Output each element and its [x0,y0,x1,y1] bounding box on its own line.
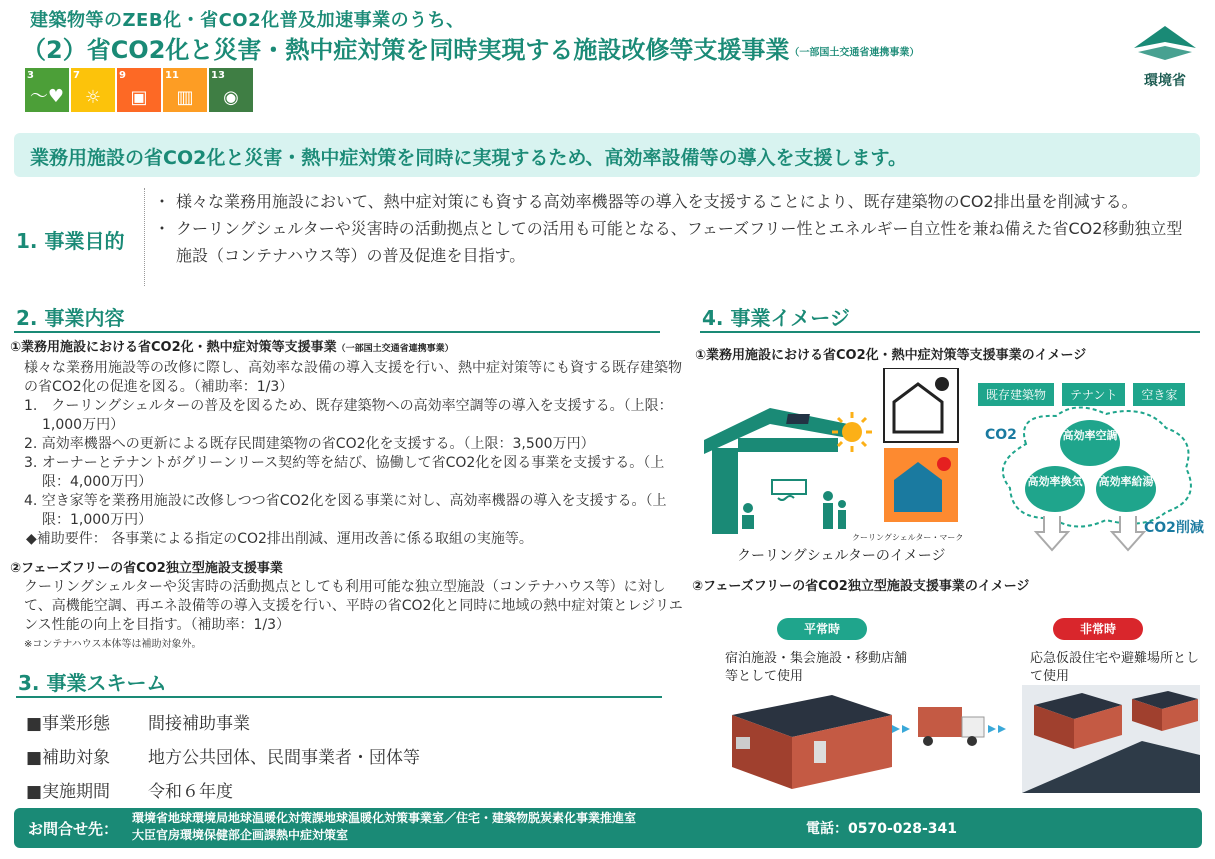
building-icon [704,408,848,534]
emergency-site-icon [1022,685,1200,793]
divider [144,188,146,286]
requirement-text: ◆補助要件： 各事業による指定のCO2排出削減、運用改善に係る取組の実施等。 [26,531,533,547]
sub1-heading: ①業務用施設における省CO2化・熱中症対策等支援事業（一部国土交通省連携事業） [10,340,454,355]
target-tags [978,383,1185,406]
mark-caption: クーリングシェルター・マーク [852,533,964,542]
circle-water: 高効率給湯 [1096,466,1156,512]
tag: テナント [1062,383,1125,406]
contact-org-line1: 環境省地球環境局地球温暖化対策課地球温暖化対策事業室／住宅・建築物脱炭素化事業推進室 [132,811,637,825]
contact-footer [14,808,1202,848]
sub1-items [10,397,690,530]
page-title-text: （2）省CO2化と災害・熱中症対策を同時実現する施設改修等支援事業 [22,36,790,64]
list-item: 1. クーリングシェルターの普及を図るため、既存建築物への高効率空調等の導入を支援する。（上限：1,000万円） [24,398,673,433]
tag: 空き家 [1133,383,1185,406]
page-title-note: （一部国土交通省連携事業） [789,47,920,59]
mountain-logo-icon [1130,22,1200,62]
contact-org-line2: 大臣官房環境保健部企画課熱中症対策室 [132,828,349,842]
shelter-caption: クーリングシェルターのイメージ [737,548,946,564]
normal-text: 宿泊施設・集会施設・移動店舗等として使用 [725,651,908,684]
list-item: 2. 高効率機器への更新による既存民間建築物の省CO2化を支援する。（上限：3,500万円） [24,436,595,452]
image1-caption: ①業務用施設における省CO2化・熱中症対策等支援事業のイメージ [695,348,1087,363]
circle-vent: 高効率換気 [1025,466,1085,512]
sub1-body: 様々な業務用施設等の改修に際し、高効率な設備の導入支援を行い、熱中症対策等にも資する既存建築物の省CO2化の促進を図る。（補助率：1/3） [24,360,682,395]
circle-ac: 高効率空調 [1060,420,1120,466]
co2-label: CO2 [985,427,1017,443]
section3-title: 3. 事業スキーム [16,667,662,698]
sub2-heading: ②フェーズフリーの省CO2独立型施設支援事業 [10,561,283,576]
summary-banner: 業務用施設の省CO2化と災害・熱中症対策を同時に実現するため、高効率設備等の導入を支援します。 [14,133,1200,177]
list-item: ・ 様々な業務用施設において、熱中症対策にも資する高効率機器等の導入を支援することにより、既存建築物のCO2排出量を削減する。 [156,188,1196,215]
co2-reduction-label: CO2削減 [1144,520,1204,536]
image2-caption: ②フェーズフリーの省CO2独立型施設支援事業のイメージ [692,579,1030,594]
contact-label: お問合せ先： [28,820,119,838]
shelter-mark-color-icon [884,448,958,522]
sdg-3-icon: 3 〜♥ [25,68,69,112]
scheme-table [26,707,420,809]
moe-logo [1125,22,1205,100]
sdg-9-icon: 9 ▣ [117,68,161,112]
section2-body [10,338,690,654]
scheme-row: ■補助対象 地方公共団体、民間事業者・団体等 [26,748,420,768]
normal-badge: 平常時 [777,618,867,640]
truck-icon [918,707,984,746]
scheme-row: ■事業形態 間接補助事業 [26,714,250,734]
sdg-11-icon: 11 ▥ [163,68,207,112]
tag: 既存建築物 [978,383,1054,406]
list-item: ・ クーリングシェルターや災害時の活動拠点としての活用も可能となる、フェーズフリー性とエネルギー自立性を兼ね備えた省CO2移動独立型施設（コンテナハウス等）の普及促進を目指す。 [156,215,1196,269]
emergency-text: 応急仮設住宅や避難場所として使用 [1030,651,1200,684]
sdg-13-icon: 13 ◉ [209,68,253,112]
sub2-note: ※コンテナハウス本体等は補助対象外。 [24,639,202,650]
shelter-mark-bw-icon [884,368,958,442]
section2-title: 2. 事業内容 [14,302,660,333]
logo-text: 環境省 [1144,73,1186,89]
section1-bullets [156,188,1196,269]
container-house-illustration [722,685,1200,793]
sdgs-icons [25,68,253,112]
contact-phone: 電話：0570-028-341 [806,821,958,837]
section4-title: 4. 事業イメージ [700,302,1200,333]
contact-org [132,810,636,844]
header-line1: 建築物等のZEB化・省CO2化普及加速事業のうち、 [30,10,465,31]
scheme-row: ■実施期間 令和６年度 [26,782,233,802]
cooling-shelter-illustration [700,368,990,548]
emergency-badge: 非常時 [1053,618,1143,640]
section1-title: 1. 事業目的 [16,229,125,253]
sdg-7-icon: 7 ☼ [71,68,115,112]
list-item: 3. オーナーとテナントがグリーンリース契約等を結び、協働して省CO2化を図る事業を支援する。（上限：4,000万円） [24,455,665,490]
list-item: 4. 空き家等を業務用施設に改修しつつ省CO2化を図る事業に対し、高効率機器の導入を支援する。（上限：1,000万円） [24,493,667,528]
page-title [22,30,919,65]
sub2-body: クーリングシェルターや災害時の活動拠点としても利用可能な独立型施設（コンテナハウス等）に対して、高機能空調、再エネ設備等の導入支援を行い、平時の省CO2化と同時に地域の熱中症対策とレジリエンス性能の向上を目指す。（補助率：1/3） [24,579,683,633]
sun-icon [832,412,872,452]
container-house-icon [732,695,892,789]
